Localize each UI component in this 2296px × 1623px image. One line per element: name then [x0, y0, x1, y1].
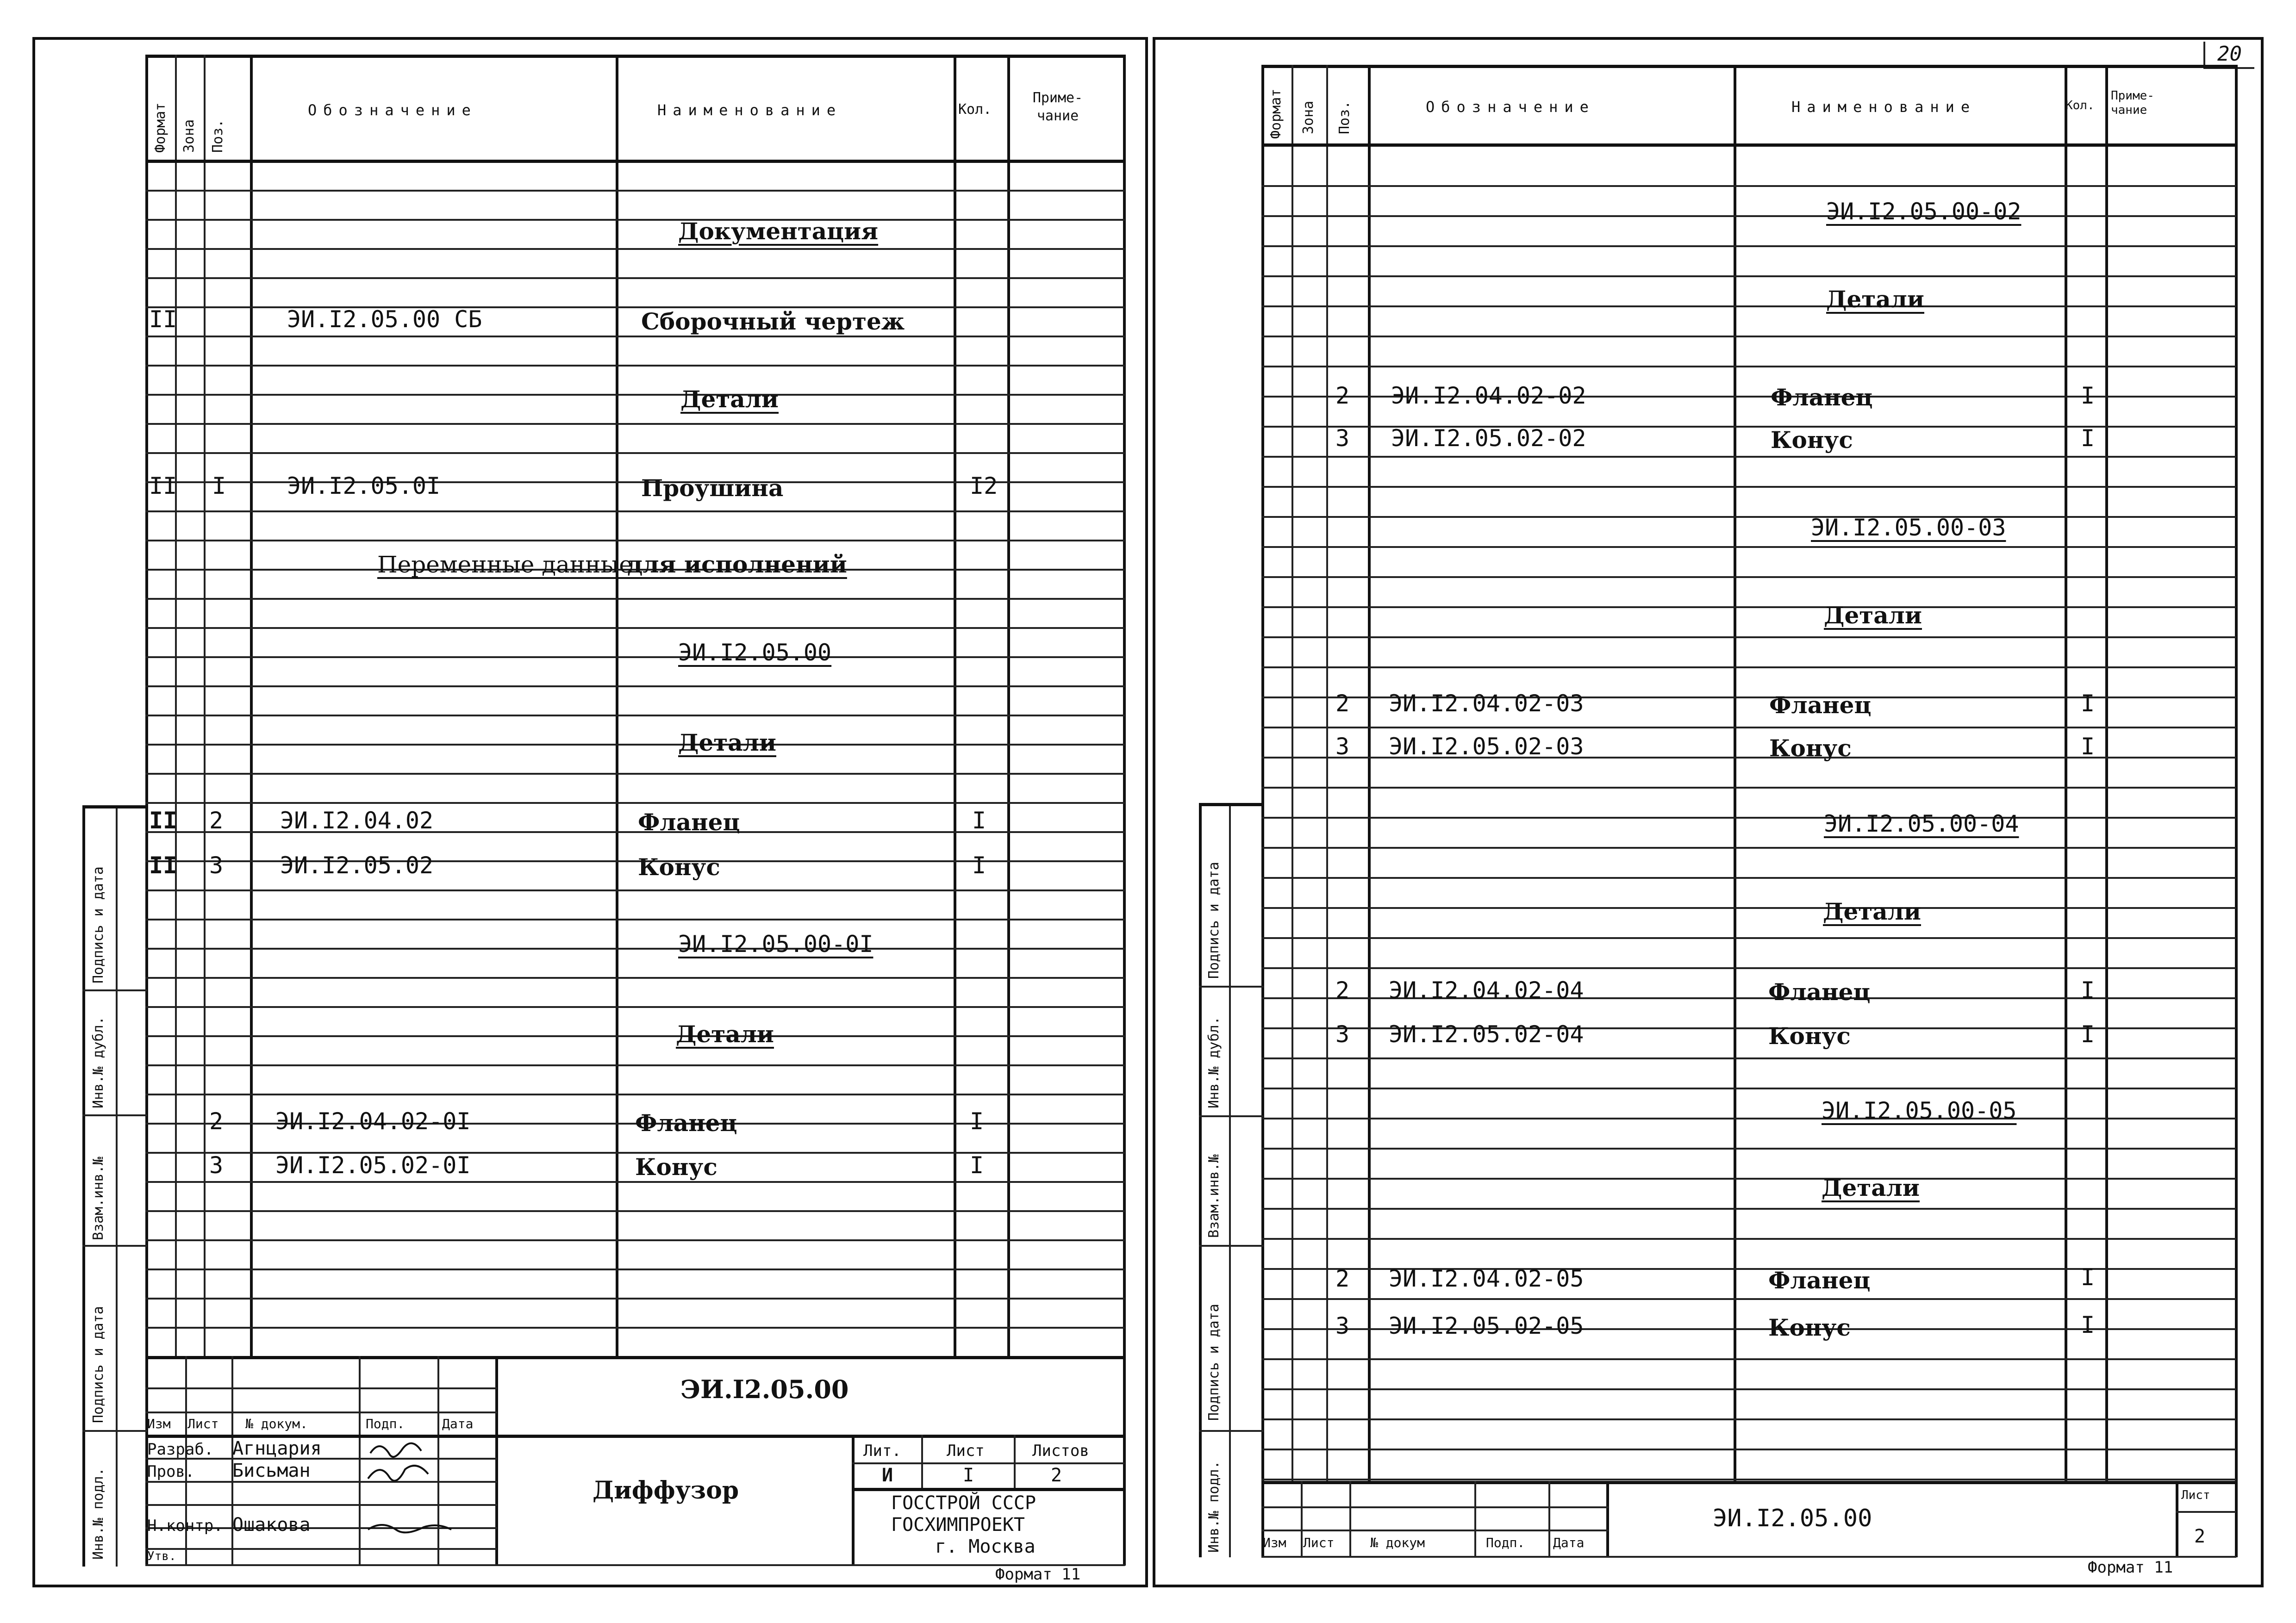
right-tb-c5	[1606, 1481, 1609, 1557]
table-row-line	[1261, 1479, 2236, 1480]
table-row-line	[1261, 1178, 2236, 1180]
right-g3-r2-qty: I	[2081, 1021, 2095, 1048]
right-g1-r2-pos: 3	[1335, 425, 1350, 452]
right-g3-r2-designation: ЭИ.I2.05.02-04	[1389, 1021, 1584, 1048]
left-r8-name: Фланец	[638, 808, 740, 836]
left-tb-col-izm: Изм	[147, 1416, 171, 1431]
table-row-line	[1261, 275, 2236, 277]
table-row-line	[1261, 1418, 2236, 1420]
table-row-line	[145, 248, 1125, 250]
left-r4-qty: I2	[970, 473, 998, 499]
left-tb-utv-label: Утв.	[147, 1549, 176, 1563]
left-r1-name: Документация	[678, 218, 879, 245]
left-side-label-4: Подпись и дата	[90, 1306, 106, 1423]
left-r5-a: Переменные данные	[377, 551, 633, 578]
left-r9-pos: 3	[209, 852, 224, 879]
left-side-label-3: Взам.инв.№	[90, 1157, 106, 1240]
right-g2-r2-pos: 3	[1335, 733, 1350, 760]
left-r2-format: II	[149, 306, 177, 333]
left-r7-name: Детали	[678, 729, 776, 756]
right-side-label-4: Подпись и дата	[1206, 1304, 1222, 1421]
table-row-line	[1261, 185, 2236, 187]
right-tb-col-list: Лист	[1303, 1535, 1335, 1550]
table-row-line	[1261, 1358, 2236, 1360]
right-tb-col-sign: Подп.	[1486, 1535, 1525, 1550]
table-row-line	[1261, 1148, 2236, 1150]
left-tb-r9	[852, 1462, 1125, 1464]
right-table-border-left	[1261, 65, 1264, 1557]
right-g2-r2-designation: ЭИ.I2.05.02-03	[1389, 733, 1584, 760]
right-tb-col-date: Дата	[1553, 1535, 1585, 1550]
table-row-line	[145, 1298, 1125, 1300]
left-r13-name: Конус	[635, 1153, 718, 1181]
table-row-line	[1261, 666, 2236, 668]
left-tb-org-2: ГОСХИМПРОЕКТ	[891, 1514, 1025, 1536]
table-row-line	[145, 977, 1125, 979]
right-g1-r1-qty: I	[2081, 382, 2095, 409]
left-table-border-top	[145, 55, 1125, 58]
right-g3-r1-name: Фланец	[1768, 978, 1871, 1006]
left-tb-r3	[145, 1435, 1125, 1438]
left-tb-col-date: Дата	[442, 1416, 474, 1431]
table-row-line	[145, 598, 1125, 600]
table-row-line	[1261, 1388, 2236, 1390]
left-r12-pos: 2	[209, 1108, 224, 1135]
table-row-line	[1261, 366, 2236, 367]
right-g4-r1-qty: I	[2081, 1264, 2095, 1291]
left-r13-qty: I	[970, 1152, 984, 1179]
left-r3-name: Детали	[680, 386, 779, 413]
right-tb-col-izm: Изм	[1263, 1535, 1286, 1550]
right-g1-r2-qty: I	[2081, 425, 2095, 452]
left-r2-name: Сборочный чертеж	[641, 308, 905, 335]
table-row-line	[1261, 1298, 2236, 1300]
right-side-label-1: Подпись и дата	[1206, 862, 1222, 979]
left-r13-designation: ЭИ.I2.05.02-0I	[275, 1152, 471, 1179]
left-tb-c7	[921, 1435, 923, 1488]
right-g4-r2-pos: 3	[1335, 1312, 1350, 1339]
right-tb-list-value: 2	[2194, 1526, 2206, 1547]
right-tb-c2	[1349, 1481, 1351, 1557]
table-row-line	[1261, 1238, 2236, 1240]
left-stamp-l2	[82, 1114, 147, 1116]
right-tb-doc-code: ЭИ.I2.05.00	[1713, 1505, 1872, 1532]
table-row-line	[145, 1035, 1125, 1037]
right-tb-c6	[2176, 1481, 2178, 1557]
table-row-line	[145, 336, 1125, 337]
right-tb-c1	[1301, 1481, 1303, 1557]
left-header-name: Наименование	[657, 101, 842, 119]
right-tb-bottom	[1261, 1556, 2236, 1558]
right-sheet-frame	[1153, 37, 2264, 1587]
left-tb-col-sign: Подп.	[366, 1416, 405, 1431]
table-row-line	[1261, 336, 2236, 337]
right-header-qty: Кол.	[2065, 99, 2095, 112]
right-g4-r2-qty: I	[2081, 1312, 2095, 1338]
right-g4-r1-pos: 2	[1335, 1265, 1350, 1292]
right-stamp-l4	[1199, 1430, 1264, 1432]
table-row-line	[145, 1006, 1125, 1008]
left-tb-list-value: I	[963, 1465, 974, 1486]
left-stamp-left	[82, 805, 85, 1567]
left-tb-lit-value: И	[882, 1465, 893, 1486]
right-tb-list-label: Лист	[2181, 1488, 2210, 1502]
right-g3-r1-pos: 2	[1335, 977, 1350, 1004]
table-row-line	[1261, 937, 2236, 939]
table-row-line	[145, 1269, 1125, 1270]
left-r4-pos: I	[212, 473, 226, 499]
left-r12-qty: I	[970, 1108, 984, 1135]
right-header-note: Приме- чание	[2111, 89, 2154, 118]
left-r10-name: ЭИ.I2.05.00-0I	[678, 931, 873, 958]
right-tb-c3	[1474, 1481, 1476, 1557]
right-tb-r1	[1261, 1506, 1609, 1508]
table-row-line	[1261, 817, 2236, 819]
right-g3-r2-pos: 3	[1335, 1021, 1350, 1048]
table-row-line	[1261, 907, 2236, 909]
left-stamp-l4	[82, 1430, 147, 1432]
right-header-separator	[1261, 143, 2236, 147]
left-side-label-5: Инв.№ подл.	[90, 1468, 106, 1560]
table-row-line	[145, 394, 1125, 396]
left-tb-r1	[145, 1387, 497, 1389]
right-g1-r2-designation: ЭИ.I2.05.02-02	[1391, 425, 1586, 452]
left-tb-nkontr-name: Ошакова	[232, 1514, 311, 1536]
right-g4-r1-designation: ЭИ.I2.04.02-05	[1389, 1265, 1584, 1292]
table-row-line	[1261, 967, 2236, 969]
right-g1-details: Детали	[1826, 286, 1924, 313]
table-row-line	[145, 1064, 1125, 1066]
table-row-line	[145, 540, 1125, 541]
right-g4-r2-name: Конус	[1768, 1314, 1851, 1341]
left-r12-name: Фланец	[635, 1109, 737, 1137]
table-row-line	[1261, 847, 2236, 849]
right-g1-r1-name: Фланец	[1771, 384, 1873, 411]
right-g2-r1-pos: 2	[1335, 690, 1350, 717]
left-stamp-l1	[82, 989, 147, 991]
left-r12-designation: ЭИ.I2.04.02-0I	[275, 1108, 471, 1135]
table-row-line	[1261, 606, 2236, 608]
right-g2-r2-qty: I	[2081, 733, 2095, 760]
right-header-designation: Обозначение	[1426, 98, 1595, 116]
table-row-line	[145, 773, 1125, 775]
table-row-line	[145, 277, 1125, 279]
right-stamp-mid	[1229, 803, 1231, 1557]
table-row-line	[1261, 1088, 2236, 1089]
table-row-line	[145, 423, 1125, 425]
left-tb-razrab-label: Разраб.	[147, 1440, 214, 1459]
right-page-number: 20	[2217, 42, 2242, 66]
right-header-format: Формат	[1268, 88, 1284, 139]
table-row-line	[145, 1210, 1125, 1212]
table-row-line	[1261, 546, 2236, 548]
table-row-line	[145, 656, 1125, 658]
right-tb-r3	[2176, 1511, 2236, 1513]
table-row-line	[145, 715, 1125, 716]
table-row-line	[1261, 877, 2236, 879]
signature-1	[370, 1443, 421, 1457]
left-tb-listov-label: Листов	[1032, 1442, 1089, 1460]
left-tb-bottom	[145, 1564, 1125, 1566]
table-row-line	[145, 685, 1125, 687]
left-tb-razrab-name: Агнцария	[232, 1438, 322, 1459]
left-r4-designation: ЭИ.I2.05.0I	[287, 473, 441, 499]
left-tb-doc-code: ЭИ.I2.05.00	[680, 1374, 849, 1404]
left-tb-list-label: Лист	[947, 1442, 985, 1460]
table-row-line	[1261, 787, 2236, 789]
right-table-border-right	[2235, 65, 2238, 1557]
right-g2-r2-name: Конус	[1769, 734, 1852, 762]
right-tb-r2	[1261, 1530, 1609, 1531]
right-stamp-l3	[1199, 1245, 1264, 1247]
signature-2	[368, 1466, 428, 1481]
right-side-label-3: Взам.инв.№	[1206, 1154, 1222, 1238]
table-row-line	[145, 744, 1125, 746]
left-tb-format: Формат 11	[995, 1565, 1081, 1584]
right-g2-r1-designation: ЭИ.I2.04.02-03	[1389, 690, 1584, 717]
left-header-designation: Обозначение	[308, 101, 477, 119]
table-row-line	[1261, 1208, 2236, 1210]
left-r4-format: II	[149, 473, 177, 499]
right-tb-col-doc: № докум	[1370, 1535, 1425, 1550]
table-row-line	[1261, 576, 2236, 578]
left-tb-listov-value: 2	[1051, 1465, 1062, 1486]
left-stamp-top	[82, 805, 147, 808]
right-g1-r2-name: Конус	[1771, 426, 1853, 454]
signature-3	[368, 1525, 451, 1532]
left-side-label-2: Инв.№ дубл.	[90, 1016, 106, 1108]
left-header-zone: Зона	[181, 119, 197, 153]
right-g2-r1-qty: I	[2081, 690, 2095, 717]
right-g1-r1-pos: 2	[1335, 382, 1350, 409]
right-g1-r1-designation: ЭИ.I2.04.02-02	[1391, 382, 1586, 409]
left-tb-org-1: ГОССТРОЙ СССР	[891, 1492, 1036, 1514]
left-r8-format: II	[149, 807, 177, 834]
left-r8-pos: 2	[209, 807, 224, 834]
left-tb-r10	[852, 1488, 1125, 1491]
right-g2-r1-name: Фланец	[1769, 691, 1872, 719]
right-g3-r2-name: Конус	[1768, 1022, 1851, 1050]
right-stamp-left	[1199, 803, 1202, 1557]
right-g3-details: Детали	[1823, 898, 1921, 925]
right-g3-title: ЭИ.I2.05.00-04	[1824, 810, 2019, 837]
table-row-line	[1261, 486, 2236, 488]
left-tb-col-list: Лист	[187, 1416, 219, 1431]
table-row-line	[145, 627, 1125, 629]
left-r4-name: Проушина	[641, 474, 784, 502]
left-tb-top	[145, 1356, 1125, 1359]
left-header-pos: Поз.	[210, 119, 226, 153]
right-side-label-5: Инв.№ подл.	[1206, 1461, 1222, 1553]
left-tb-org-3: г. Москва	[935, 1536, 1036, 1557]
table-row-line	[145, 219, 1125, 221]
table-row-line	[1261, 305, 2236, 307]
right-g2-details: Детали	[1824, 602, 1922, 629]
table-row-line	[1261, 1449, 2236, 1450]
table-row-line	[145, 190, 1125, 192]
left-r6-name: ЭИ.I2.05.00	[678, 639, 832, 666]
left-header-qty: Кол.	[958, 101, 992, 118]
left-tb-title: Диффузор	[593, 1476, 739, 1505]
left-r9-designation: ЭИ.I2.05.02	[280, 852, 434, 879]
left-tb-nkontr-label: Н.контр.	[147, 1517, 223, 1535]
left-r2-designation: ЭИ.I2.05.00 СБ	[287, 306, 482, 333]
left-r8-designation: ЭИ.I2.04.02	[280, 807, 434, 834]
table-row-line	[145, 1239, 1125, 1241]
left-r9-format: II	[149, 852, 177, 879]
left-tb-c8	[1014, 1435, 1016, 1488]
right-side-label-2: Инв.№ дубл.	[1206, 1016, 1222, 1108]
left-r9-name: Конус	[638, 853, 720, 881]
table-row-line	[145, 948, 1125, 950]
left-header-separator	[145, 160, 1125, 163]
left-tb-col-doc: № докум.	[245, 1416, 308, 1431]
right-g3-r1-designation: ЭИ.I2.04.02-04	[1389, 977, 1584, 1004]
right-g4-r1-name: Фланец	[1768, 1267, 1871, 1294]
right-tb-top	[1261, 1481, 2236, 1484]
right-stamp-l1	[1199, 986, 1264, 988]
left-header-format: Формат	[152, 102, 168, 153]
right-table-border-top	[1261, 65, 2236, 68]
left-r5-b: для исполнений	[627, 551, 847, 578]
left-r13-pos: 3	[209, 1152, 224, 1179]
table-row-line	[145, 919, 1125, 920]
left-stamp-l3	[82, 1245, 147, 1247]
left-r8-qty: I	[972, 807, 986, 834]
right-g3-r1-qty: I	[2081, 977, 2095, 1004]
left-signatures	[361, 1435, 491, 1564]
table-row-line	[145, 889, 1125, 891]
table-row-line	[1261, 516, 2236, 518]
table-row-line	[145, 510, 1125, 512]
right-tb-c4	[1548, 1481, 1550, 1557]
table-row-line	[1261, 245, 2236, 247]
right-g4-r2-designation: ЭИ.I2.05.02-05	[1389, 1312, 1584, 1339]
table-row-line	[1261, 456, 2236, 458]
table-row-line	[145, 802, 1125, 804]
left-tb-r2	[145, 1412, 497, 1413]
left-tb-lit-label: Лит.	[863, 1442, 901, 1460]
table-row-line	[145, 452, 1125, 454]
right-g4-details: Детали	[1822, 1174, 1920, 1201]
table-row-line	[1261, 636, 2236, 638]
right-stamp-l2	[1199, 1115, 1264, 1117]
left-header-note: Приме- чание	[1032, 90, 1083, 124]
table-row-line	[145, 1094, 1125, 1095]
table-row-line	[145, 1327, 1125, 1329]
table-row-line	[1261, 1118, 2236, 1119]
table-row-line	[1261, 215, 2236, 217]
left-side-label-1: Подпись и дата	[90, 866, 106, 983]
left-tb-prov-name: Бисьман	[232, 1460, 311, 1481]
table-row-line	[1261, 727, 2236, 728]
table-row-line	[145, 1181, 1125, 1183]
left-table-border-left	[145, 55, 148, 1566]
left-tb-c6	[852, 1435, 855, 1565]
right-g2-title: ЭИ.I2.05.00-03	[1811, 514, 2006, 541]
left-r9-qty: I	[972, 852, 986, 879]
right-header-name: Наименование	[1791, 98, 1977, 116]
right-g1-title: ЭИ.I2.05.00-02	[1826, 198, 2021, 225]
table-row-line	[145, 365, 1125, 367]
right-stamp-top	[1199, 803, 1264, 806]
right-header-pos: Поз.	[1336, 100, 1353, 134]
left-table-border-right	[1123, 55, 1126, 1566]
left-tb-prov-label: Пров.	[147, 1462, 195, 1481]
table-row-line	[1261, 1057, 2236, 1059]
left-stamp-mid	[116, 805, 118, 1567]
right-header-zone: Зона	[1300, 100, 1316, 134]
right-g4-title: ЭИ.I2.05.00-05	[1822, 1097, 2017, 1124]
right-tb-format: Формат 11	[2088, 1558, 2173, 1577]
left-r11-name: Детали	[676, 1020, 774, 1048]
